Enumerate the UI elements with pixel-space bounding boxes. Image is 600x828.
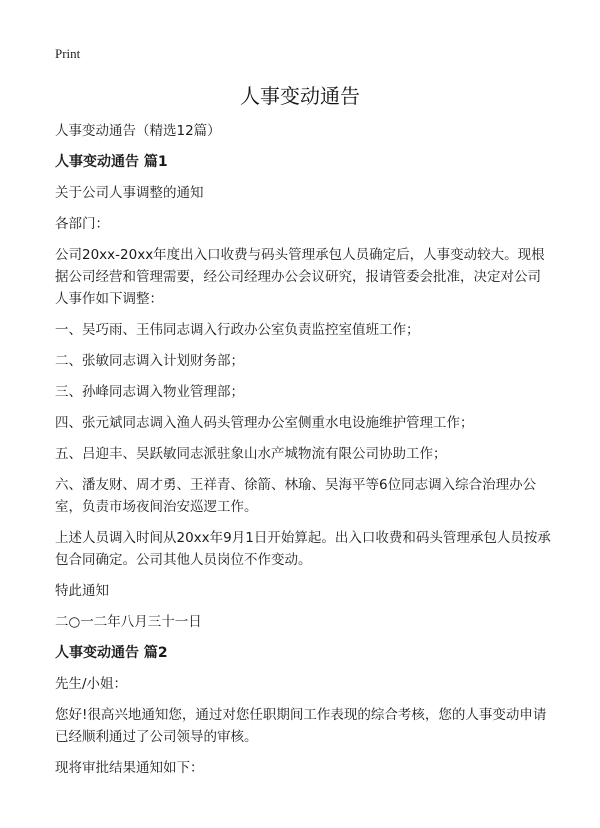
document-body (55, 120, 553, 779)
section-heading-2: 人事变动通告 篇2 (55, 645, 168, 661)
print-label[interactable]: Print (55, 46, 81, 61)
paragraph: 六、潘友财、周才勇、王祥青、徐箭、林瑜、吴海平等6位同志调入综合治理办公室，负责市场夜间治安巡逻工作。 (55, 477, 537, 515)
paragraph: 一、吴巧雨、王伟同志调入行政办公室负责监控室值班工作； (55, 322, 420, 338)
paragraph: 您好!很高兴地通知您，通过对您任职期间工作表现的综合考核，您的人事变动申请已经顺利通过了公司领导的审核。 (55, 707, 547, 745)
section-heading-1: 人事变动通告 篇1 (55, 154, 168, 170)
paragraph: 各部门： (55, 216, 109, 232)
paragraph: 特此通知 (55, 583, 109, 599)
paragraph: 二○一二年八月三十一日 (55, 614, 202, 630)
paragraph: 上述人员调入时间从20xx年9月1日开始算起。出入口收费和码头管理承包人员按承包合同确定。公司其他人员岗位不作变动。 (55, 530, 551, 568)
paragraph: 公司20xx-20xx年度出入口收费与码头管理承包人员确定后，人事变动较大。现根据公司经营和管理需要，经公司经理办公会议研究，报请管委会批准，决定对公司人事作如下调整： (55, 247, 545, 307)
paragraph: 先生/小姐： (55, 676, 128, 692)
document-subtitle: 人事变动通告（精选12篇） (55, 123, 221, 139)
paragraph: 三、孙峰同志调入物业管理部； (55, 384, 244, 400)
paragraph: 现将审批结果通知如下： (55, 760, 204, 776)
paragraph: 二、张敏同志调入计划财务部； (55, 353, 244, 369)
paragraph: 四、张元斌同志调入渔人码头管理办公室侧重水电设施维护管理工作； (55, 415, 474, 431)
page-title: 人事变动通告 (240, 84, 360, 108)
paragraph: 五、吕迎丰、吴跃敏同志派驻象山水产城物流有限公司协助工作； (55, 446, 447, 462)
paragraph: 关于公司人事调整的通知 (55, 185, 204, 201)
